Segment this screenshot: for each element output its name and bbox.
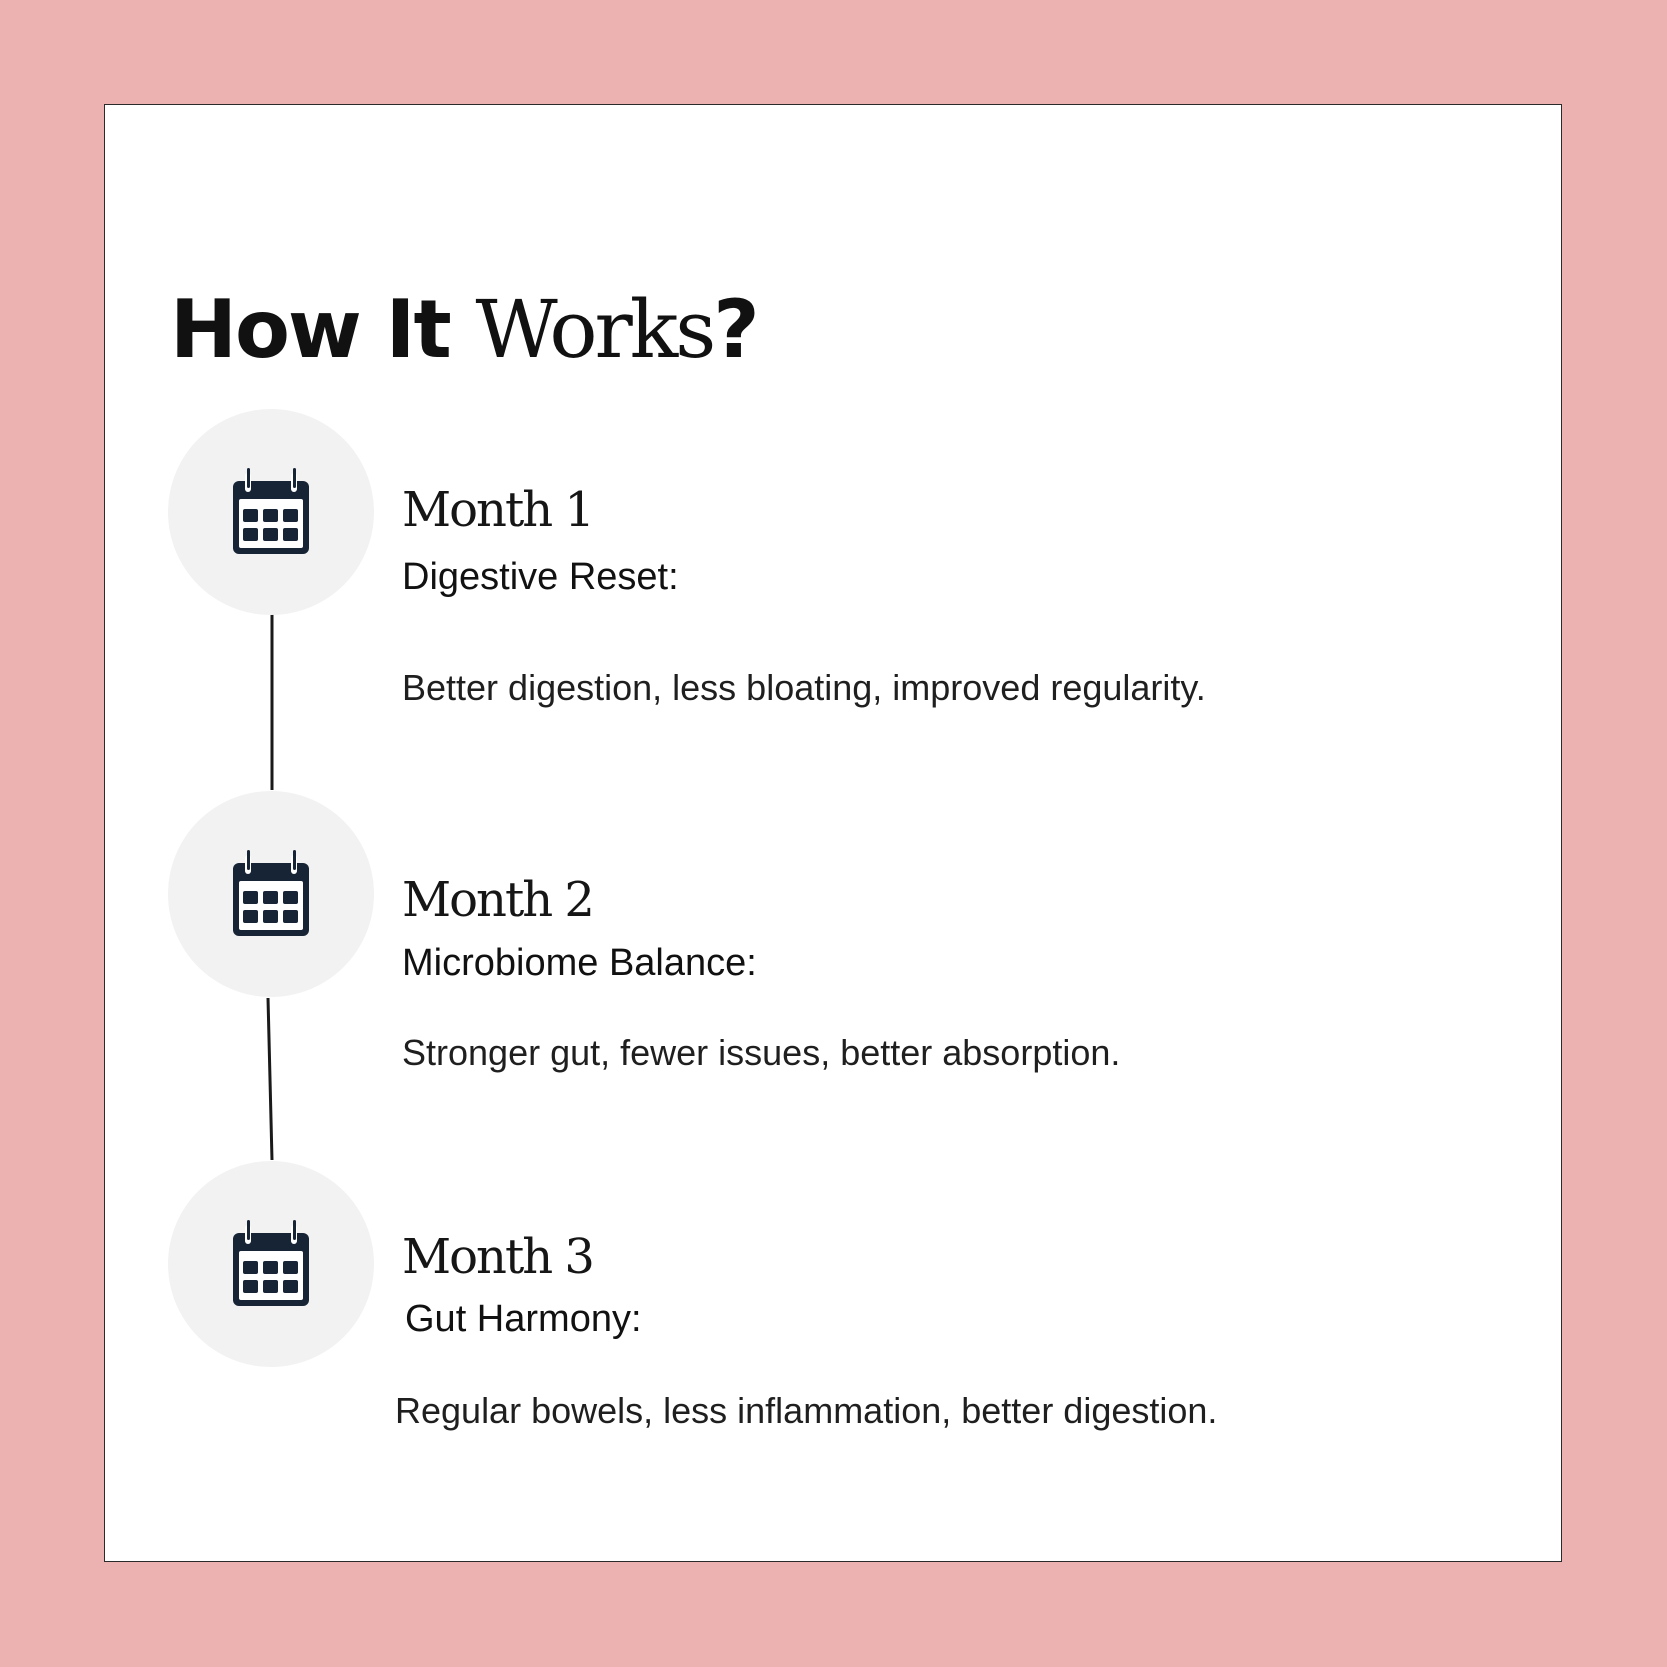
step-2-month: Month 2 xyxy=(402,872,593,928)
step-1-month: Month 1 xyxy=(402,482,593,538)
step-3-icon-circle xyxy=(168,1161,374,1367)
page-title xyxy=(170,283,760,376)
title-question-mark: ? xyxy=(713,283,760,376)
title-works: Works xyxy=(475,283,714,376)
step-3-phase: Gut Harmony: xyxy=(405,1298,642,1340)
step-2-phase: Microbiome Balance: xyxy=(402,942,757,984)
step-1-icon-circle xyxy=(168,409,374,615)
title-how-it: How It xyxy=(170,283,476,376)
step-3-month: Month 3 xyxy=(402,1229,593,1285)
calendar-icon xyxy=(231,1220,311,1308)
step-2-description: Stronger gut, fewer issues, better absorption. xyxy=(402,1032,1121,1073)
step-1-description: Better digestion, less bloating, improved regularity. xyxy=(402,667,1206,708)
step-1-phase: Digestive Reset: xyxy=(402,556,679,598)
calendar-icon xyxy=(231,850,311,938)
step-3-description: Regular bowels, less inflammation, better digestion. xyxy=(395,1390,1218,1431)
calendar-icon xyxy=(231,468,311,556)
step-2-icon-circle xyxy=(168,791,374,997)
